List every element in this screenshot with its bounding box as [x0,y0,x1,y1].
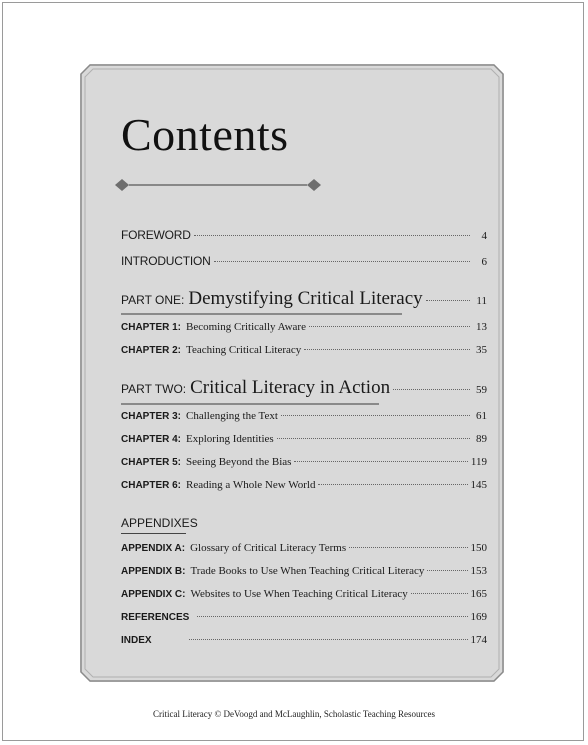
part-underline [121,403,379,405]
page-number: 119 [470,456,487,468]
part-label: PART TWO: [121,382,187,396]
dot-leader [426,300,470,301]
dot-leader [214,261,470,262]
entry-label: INDEX [121,635,152,646]
dot-leader [304,349,470,350]
part-label: PART ONE: [121,293,185,307]
page-number: 4 [481,230,487,242]
chapter-title: Becoming Critically Aware [186,321,306,333]
part-underline [121,313,402,315]
toc-chapter-3[interactable] [121,410,487,422]
chapter-title: Teaching Critical Literacy [186,344,302,356]
toc-appendix-c[interactable] [121,588,487,600]
page-number: 169 [470,611,487,623]
chapter-number: CHAPTER 1: [121,322,182,333]
chapter-number: CHAPTER 3: [121,411,182,422]
page-footer: Critical Literacy © DeVoogd and McLaughlin, Scholastic Teaching Resources [152,709,436,719]
dot-leader [281,415,470,416]
dot-leader [189,639,468,640]
page-number: 13 [476,321,487,333]
appendix-title: Trade Books to Use When Teaching Critical Literacy [190,565,425,577]
toc-chapter-4[interactable] [121,433,487,445]
page-number: 150 [470,542,487,554]
page-number: 11 [476,295,487,307]
chapter-number: CHAPTER 2: [121,345,182,356]
toc-appendix-b[interactable] [121,565,487,577]
toc-entry-references[interactable] [121,611,487,623]
dot-leader [349,547,467,548]
page-number: 145 [470,479,487,491]
dot-leader [411,593,468,594]
appendix-title: Websites to Use When Teaching Critical Literacy [190,588,408,600]
dot-leader [309,326,470,327]
part-title: Demystifying Critical Literacy [188,288,423,309]
dot-leader [318,484,467,485]
page-number: 61 [476,410,487,422]
dot-leader [427,570,467,571]
dot-leader [294,461,467,462]
toc-entry-index[interactable] [121,634,487,646]
dot-leader [197,616,467,617]
page-title: Contents [121,109,289,160]
appendix-number: APPENDIX A: [121,543,186,554]
toc-part-one[interactable] [121,288,487,310]
chapter-title: Seeing Beyond the Bias [186,456,292,468]
part-title: Critical Literacy in Action [190,377,391,398]
appendix-title: Glossary of Critical Literacy Terms [190,542,347,554]
page-number: 6 [481,256,487,268]
toc-chapter-1[interactable] [121,321,487,333]
page-number: 89 [476,433,487,445]
toc-appendix-a[interactable] [121,542,487,554]
page-number: 59 [476,384,487,396]
appendix-number: APPENDIX B: [121,566,186,577]
appendix-number: APPENDIX C: [121,589,186,600]
toc-chapter-5[interactable] [121,456,487,468]
appendixes-heading: APPENDIXES [121,516,198,530]
page-number: 174 [470,634,487,646]
page-number: 165 [470,588,487,600]
entry-label: FOREWORD [121,228,191,242]
chapter-number: CHAPTER 4: [121,434,182,445]
entry-label: INTRODUCTION [121,254,211,268]
page-number: 153 [470,565,487,577]
dot-leader [393,389,470,390]
toc-entry-foreword[interactable] [121,228,487,242]
toc-chapter-2[interactable] [121,344,487,356]
entry-label: REFERENCES [121,612,190,623]
title-divider-ornament [114,178,324,192]
toc-part-two[interactable] [121,377,487,399]
chapter-title: Reading a Whole New World [186,479,316,491]
dot-leader [277,438,470,439]
chapter-number: CHAPTER 5: [121,457,182,468]
chapter-number: CHAPTER 6: [121,480,182,491]
appendixes-underline [121,533,186,534]
toc-chapter-6[interactable] [121,479,487,491]
chapter-title: Exploring Identities [186,433,274,445]
page-number: 35 [476,344,487,356]
toc-entry-introduction[interactable] [121,254,487,268]
dot-leader [194,235,470,236]
chapter-title: Challenging the Text [186,410,278,422]
